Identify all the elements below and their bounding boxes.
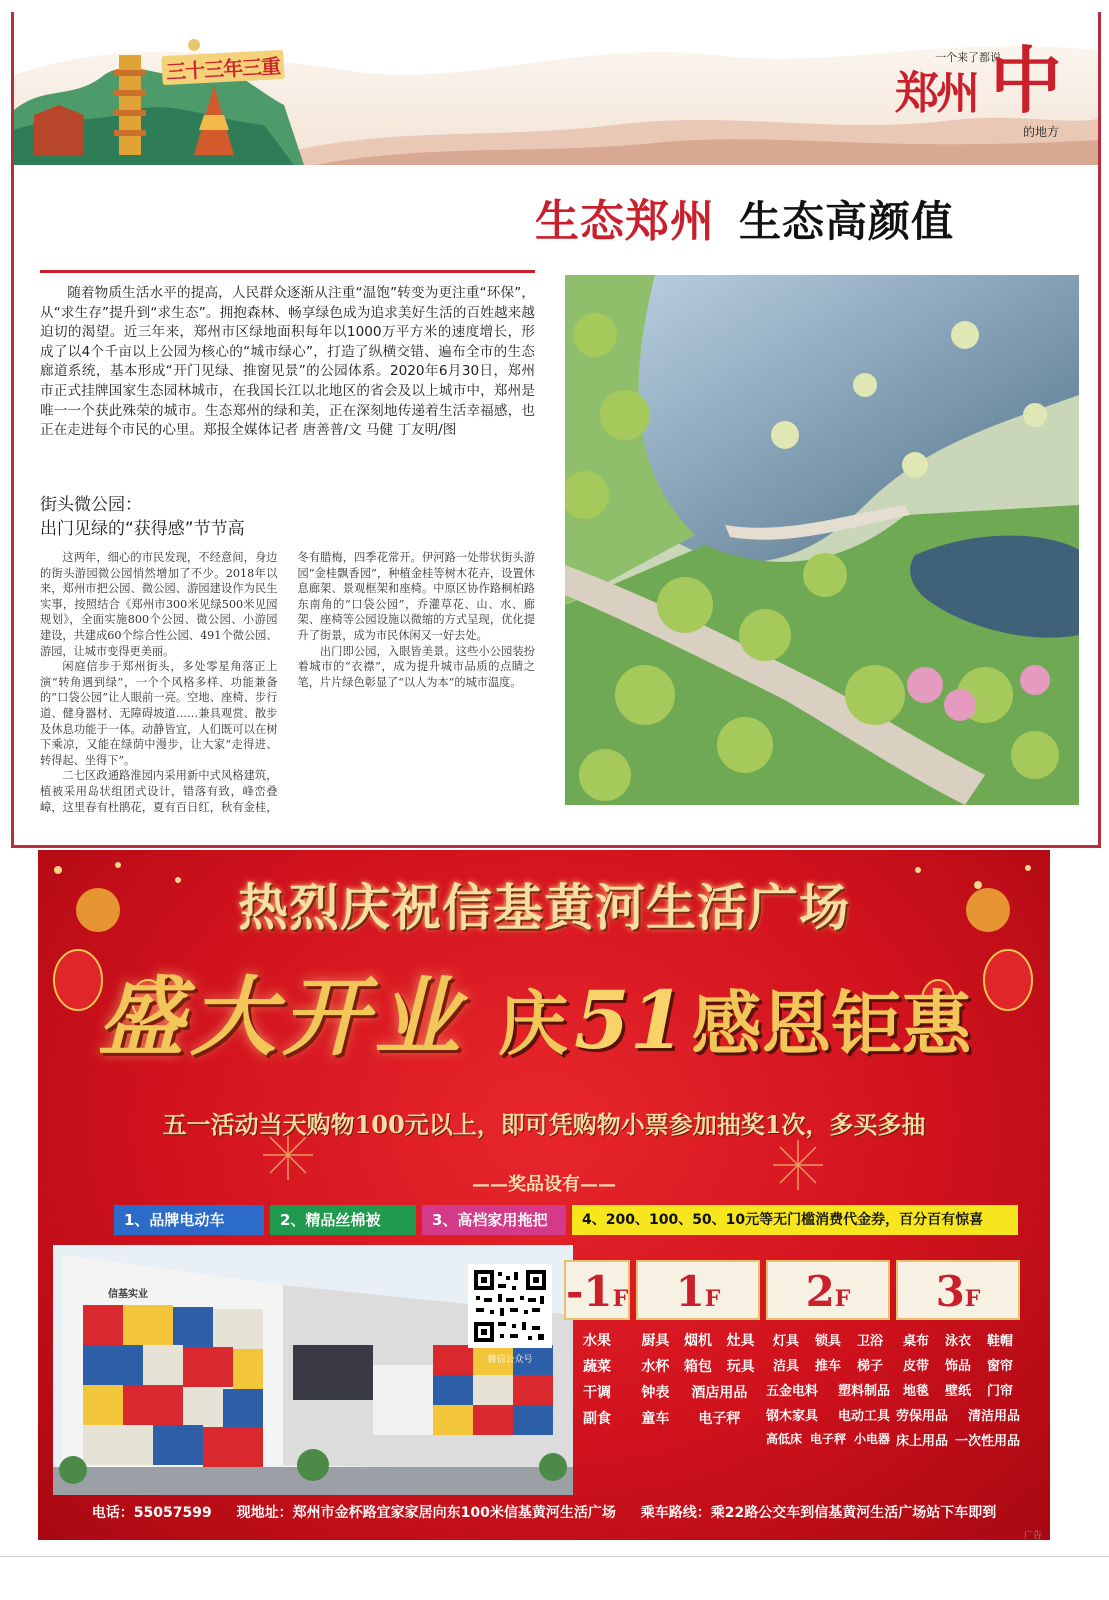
- floor-item-row: [766, 1430, 890, 1447]
- series-label: 三十三年三重: [161, 50, 284, 85]
- intro-paragraph: [40, 284, 535, 441]
- floor-item: 钟表: [641, 1385, 670, 1401]
- prize-item: 2、精品丝棉被: [270, 1205, 416, 1235]
- floor-item: 一次性用品: [954, 1434, 1020, 1449]
- prize-item: 4、200、100、50、10元等无门槛消费代金券，百分百有惊喜: [572, 1205, 1018, 1235]
- column-logo: [895, 38, 1085, 150]
- floor-item: 清洁用品: [967, 1409, 1020, 1424]
- floor-item: 蔬菜: [583, 1359, 611, 1375]
- floor-item: 电子秤: [698, 1411, 741, 1427]
- floor-item: 电子秤: [809, 1432, 846, 1446]
- floor-item: 门帘: [986, 1384, 1013, 1399]
- floor-item: 水果: [583, 1333, 611, 1349]
- promo-text: 五一活动当天购物100元以上，即可凭购物小票参加抽奖1次，多买多抽: [162, 1110, 926, 1139]
- page-title: [535, 185, 954, 249]
- qr-label: 微信公众号: [487, 1355, 533, 1365]
- floor-item-row: [766, 1405, 890, 1424]
- floor-label: 3F: [896, 1260, 1020, 1320]
- floor-item: 高低床: [766, 1432, 803, 1446]
- bottom-divider: [0, 1556, 1109, 1557]
- headline-part2: 生态高颜值: [739, 197, 955, 246]
- floor-item: 灶具: [726, 1333, 755, 1349]
- ad-contact-footer: [38, 1502, 1050, 1522]
- wechat-qr-code[interactable]: [468, 1264, 552, 1348]
- floor-items: [896, 1320, 1020, 1449]
- floor-item: 箱包: [683, 1359, 712, 1375]
- intro-text: 随着物质生活水平的提高，人民群众逐渐从注重“温饱”转变为更注重“环保”，从“求生存”提升到“求生态”。拥抱森林、畅享绿色成为追求美好生活的百姓越来越迫切的渴望。近三年来，郑州市区绿地面积每年以1000万平方米的速度增长，形成了以4个千亩以上公园为核心的“城市绿心”，打造了纵横交错、遍布全市的生态廊道系统，基本形成“开门见绿、推窗见景”的公园体系。2020年6月30日，郑州市正式挂牌国家生态园林城市，在我国长江以北地区的省会及以上城市中，郑州是唯一一个获此殊荣的城市。生态郑州的绿和美，正在深刻地传递着生活幸福感，也正在走进每个市民的心里。郑报全媒体记者 唐善普/文 马健 丁友明/图: [40, 285, 535, 439]
- floor-item-row: [896, 1430, 1020, 1449]
- floor-item: 推车: [814, 1359, 841, 1374]
- floor-item: 饰品: [944, 1359, 971, 1374]
- address-text: 现地址：郑州市金杯路宜家家居向东100米信基黄河生活广场: [236, 1505, 616, 1521]
- floor-item: 副食: [583, 1411, 611, 1427]
- intro-divider: [40, 270, 535, 273]
- route-text: 乘车路线：乘22路公交车到信基黄河生活广场站下车即到: [640, 1505, 997, 1521]
- floor-item: 酒店用品: [691, 1385, 748, 1401]
- article-body: [40, 550, 535, 820]
- floor-item: 干调: [583, 1385, 611, 1401]
- floor-b1-column: [564, 1260, 630, 1492]
- floor-2-column: [766, 1260, 890, 1492]
- floor-item: 皮带: [902, 1359, 929, 1374]
- logo-zhong-char: 中: [990, 38, 1063, 123]
- logo-bottom-text: 的地方: [1023, 125, 1060, 139]
- prize-item: 1、品牌电动车: [114, 1205, 264, 1235]
- floor-item: 劳保用品: [896, 1409, 949, 1424]
- floor-items: [636, 1320, 760, 1428]
- floor-item: 水杯: [641, 1359, 670, 1375]
- floor-item: 五金电料: [766, 1384, 819, 1399]
- floor-item: 电动工具: [837, 1409, 890, 1424]
- floor-item: 梯子: [856, 1359, 883, 1374]
- advertisement: [38, 850, 1050, 1540]
- floor-item: 烟机: [683, 1333, 712, 1349]
- may-day-number: 51: [574, 973, 686, 1067]
- floor-item: 塑料制品: [837, 1384, 890, 1399]
- floor-item: 泳衣: [944, 1334, 971, 1349]
- floor-item: 厨具: [641, 1333, 670, 1349]
- floor-item: 窗帘: [986, 1359, 1013, 1374]
- floor-item: 鞋帽: [986, 1334, 1013, 1349]
- ad-tag: 广告: [1024, 1531, 1043, 1541]
- floor-1-column: [636, 1260, 760, 1492]
- may-day-slogan: [498, 968, 971, 1069]
- headline-part1: 生态郑州: [535, 196, 715, 247]
- body-paragraph: 这两年，细心的市民发现，不经意间，身边的街头游园微公园悄然增加了不少。2018年以来，郑州市把公园、微公园、游园建设作为民生实事，按照结合《郑州市300米见绿500米见园规划》，全面实施800个公园、微公园、小游园建设，共建成60个综合性公园、491个微公园、游园，让城市变得更美丽。: [40, 551, 278, 658]
- section-subhead: [40, 493, 535, 541]
- floor-3-column: [896, 1260, 1020, 1492]
- prize-item: 3、高档家用拖把: [422, 1205, 566, 1235]
- floor-item: 玩具: [726, 1359, 755, 1375]
- phone-text: 电话：55057599: [91, 1505, 212, 1521]
- floor-item: 洁具: [772, 1359, 799, 1374]
- floor-item: 地毯: [902, 1384, 929, 1399]
- floor-label: 1F: [636, 1260, 760, 1320]
- body-paragraph: 出门即公园，入眼皆美景。这些小公园装扮着城市的“衣襟”，成为提升城市品质的点睛之笔，片片绿色彰显了“以人为本”的城市温度。: [297, 644, 535, 689]
- body-paragraph: 闲庭信步于郑州街头，多处零星角落正上演“转角遇到绿”，一个个风格多样、功能兼备的“口袋公园”让人眼前一亮。空地、座椅、步行道、健身器材、无障碍坡道……兼具观赏、散步及休息功能于一体。动静皆宜，人们既可以在树下乘凉，又能在绿荫中漫步，让大家“走得进、转得起、坐得下”。: [40, 660, 278, 767]
- floor-items: [564, 1320, 630, 1428]
- floor-item: 锁具: [814, 1334, 841, 1349]
- floor-item: 卫浴: [856, 1334, 883, 1349]
- ad-title: 热烈庆祝信基黄河生活广场: [238, 878, 850, 937]
- floor-item: 钢木家具: [766, 1409, 819, 1424]
- building-sign: 信基实业: [108, 1289, 148, 1300]
- subhead-line1: 街头微公园：: [40, 495, 142, 515]
- floor-directory: [564, 1260, 1020, 1492]
- floor-items: [766, 1320, 890, 1447]
- gratitude-sale-text: 感恩钜惠: [691, 982, 972, 1065]
- floor-item-row: [766, 1380, 890, 1399]
- prize-title: ——奖品设有——: [472, 1174, 616, 1195]
- grand-opening-text: 盛大开业: [98, 967, 466, 1068]
- logo-main-text: 郑州: [895, 68, 977, 119]
- logo-top-text: 一个来了都说: [935, 51, 1001, 64]
- floor-label: -1F: [564, 1260, 630, 1320]
- park-aerial-photo: [565, 275, 1079, 805]
- floor-item: 桌布: [902, 1334, 929, 1349]
- body-paragraph: 二七区政通路淮园内采用新中式风格建筑，植被采用岛状组团式设计，错落有致，峰峦叠嶂，这里春有杜鹃花，夏有百日红，秋有金桂，冬有腊梅，四季花常开。伊河路一处带状街头游园“金桂飘香园”，种植金桂等树木花卉，设置休息廊架、景观框架和座椅。中原区协作路桐柏路东南角的“口袋公园”，乔灌草花、山、水、廊架、座椅等公园设施以微缩的方式呈现，优化提升了街景，成为市民休闲又一好去处。: [40, 551, 535, 814]
- floor-item: 小电器: [853, 1432, 890, 1446]
- floor-item: 床上用品: [896, 1434, 949, 1449]
- floor-item: 童车: [641, 1411, 670, 1427]
- floor-item: 壁纸: [944, 1384, 971, 1399]
- celebrate-text: 庆: [498, 982, 568, 1065]
- floor-label: 2F: [766, 1260, 890, 1320]
- floor-item-row: [896, 1405, 1020, 1424]
- floor-item: 灯具: [772, 1334, 799, 1349]
- subhead-line2: 出门见绿的“获得感”节节高: [40, 519, 245, 539]
